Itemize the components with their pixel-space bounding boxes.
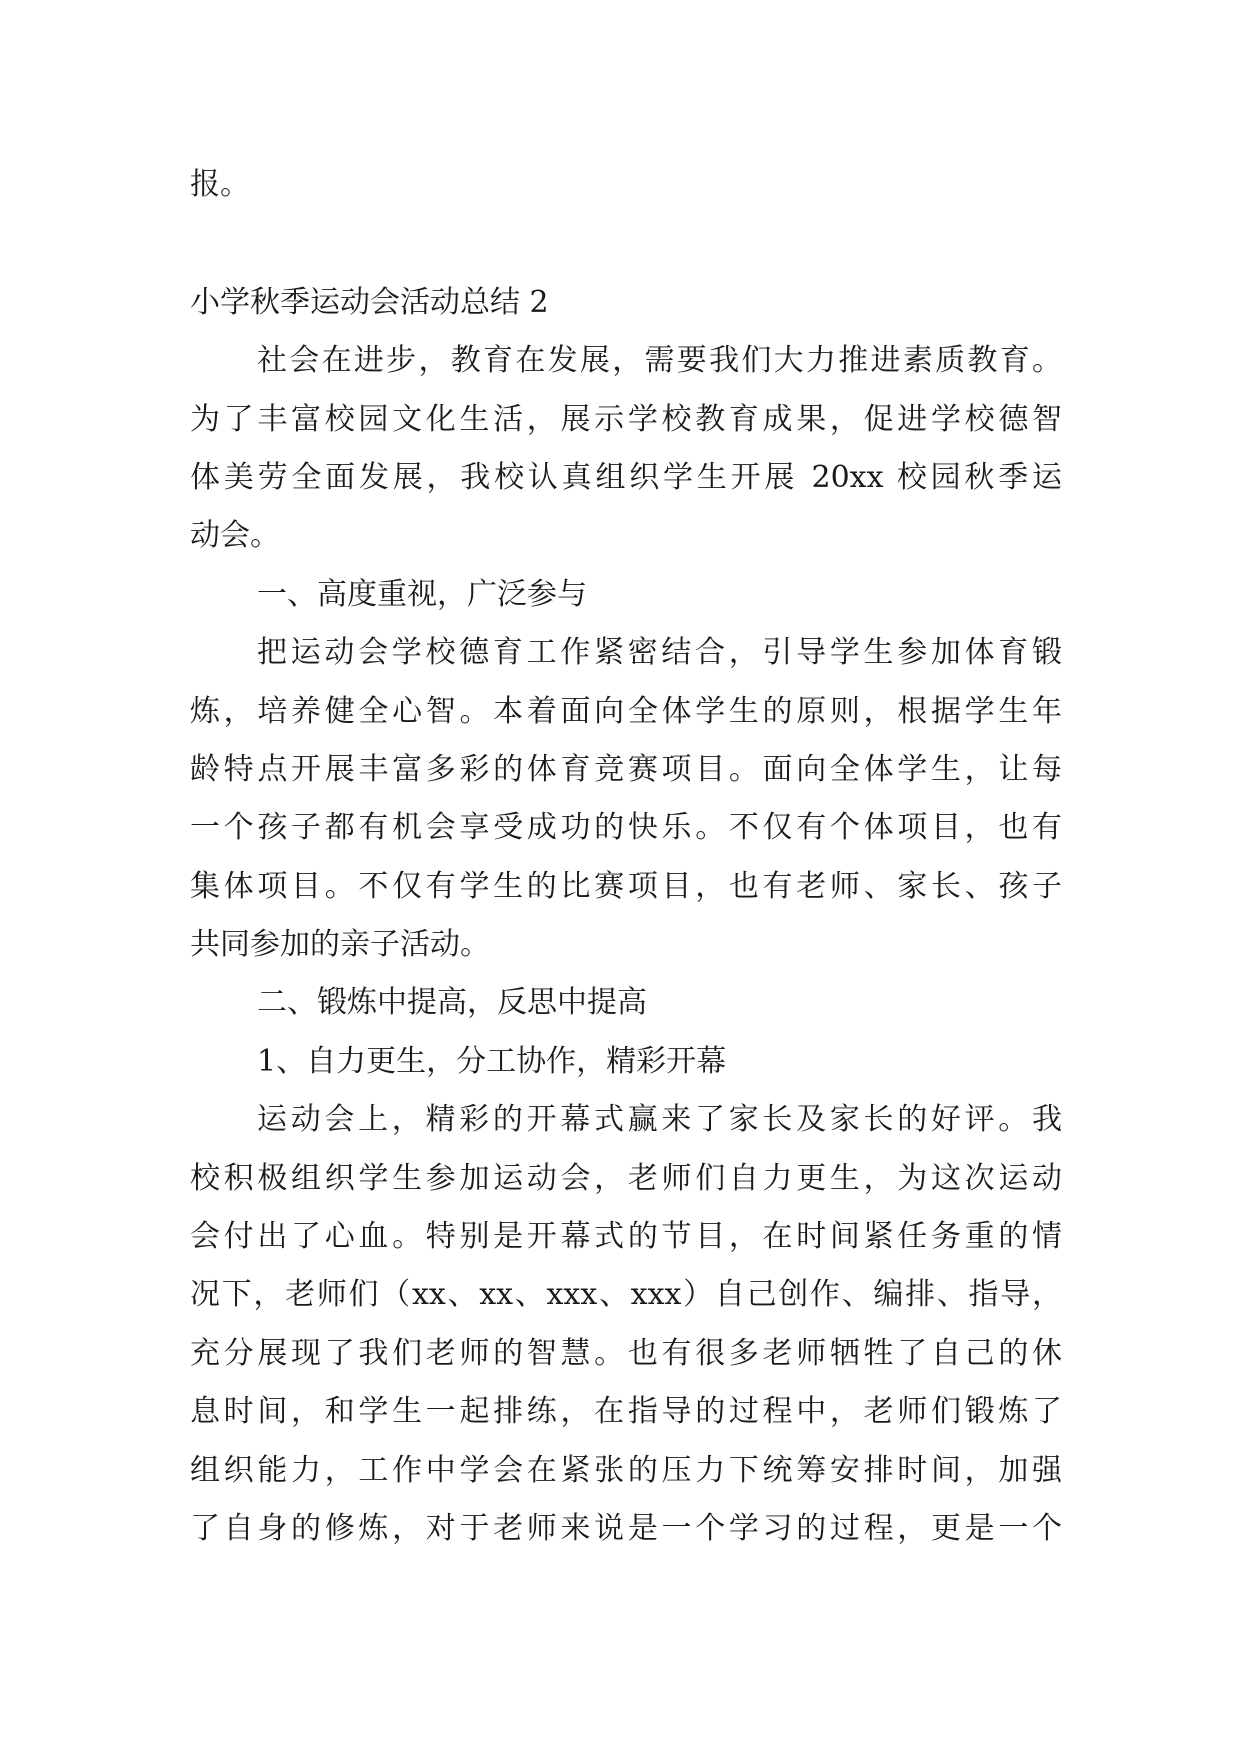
paragraph-line: 共同参加的亲子活动。 [190,927,490,962]
paragraph-line: 了自身的修炼，对于老师来说是一个学习的过程，更是一个 [190,1511,1062,1546]
paragraph-line: 集体项目。不仅有学生的比赛项目，也有老师、家长、孩子 [190,869,1062,904]
subheading: 1、自力更生，分工协作，精彩开幕 [257,1044,727,1079]
paragraph-line: 会付出了心血。特别是开幕式的节目，在时间紧任务重的情 [190,1219,1062,1254]
paragraph-line: 充分展现了我们老师的智慧。也有很多老师牺牲了自己的休 [190,1336,1062,1371]
paragraph-line: 龄特点开展丰富多彩的体育竞赛项目。面向全体学生，让每 [190,752,1062,787]
text-line: 报。 [190,167,250,202]
paragraph-line: 组织能力，工作中学会在紧张的压力下统筹安排时间，加强 [190,1453,1062,1488]
subheading: 二、锻炼中提高，反思中提高 [257,985,647,1020]
paragraph-line: 况下，老师们（xx、xx、xxx、xxx）自己创作、编排、指导， [190,1277,1062,1312]
paragraph-line: 息时间，和学生一起排练，在指导的过程中，老师们锻炼了 [190,1394,1062,1429]
section-title: 小学秋季运动会活动总结 2 [190,285,549,320]
paragraph-line: 校积极组织学生参加运动会，老师们自力更生，为这次运动 [190,1161,1062,1196]
paragraph-line: 动会。 [190,518,280,553]
paragraph-line: 体美劳全面发展，我校认真组织学生开展 20xx 校园秋季运 [190,460,1062,495]
paragraph-line: 社会在进步，教育在发展，需要我们大力推进素质教育。 [257,343,1062,378]
subheading: 一、高度重视，广泛参与 [257,577,587,612]
paragraph-line: 炼，培养健全心智。本着面向全体学生的原则，根据学生年 [190,694,1062,729]
paragraph-line: 一个孩子都有机会享受成功的快乐。不仅有个体项目，也有 [190,810,1062,845]
paragraph-line: 把运动会学校德育工作紧密结合，引导学生参加体育锻 [257,635,1062,670]
paragraph-line: 运动会上，精彩的开幕式赢来了家长及家长的好评。我 [257,1102,1062,1137]
paragraph-line: 为了丰富校园文化生活，展示学校教育成果，促进学校德智 [190,402,1062,437]
